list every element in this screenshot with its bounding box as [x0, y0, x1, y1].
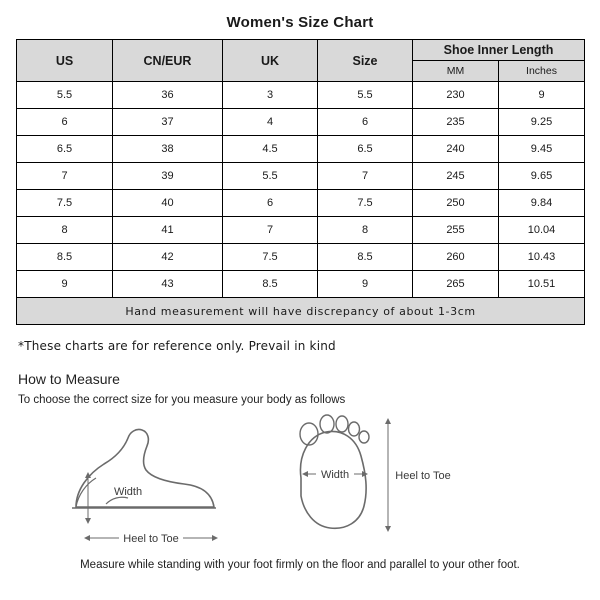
- cell-size: 7.5: [318, 190, 413, 217]
- cell-size: 8: [318, 217, 413, 244]
- cell-uk: 4: [223, 109, 318, 136]
- cell-mm: 265: [413, 271, 499, 298]
- cell-inches: 10.51: [499, 271, 585, 298]
- cell-cn-eur: 38: [113, 136, 223, 163]
- cell-size: 9: [318, 271, 413, 298]
- table-row: [17, 136, 585, 163]
- table-row: [17, 217, 585, 244]
- cell-mm: 235: [413, 109, 499, 136]
- top-length-label: Heel to Toe: [395, 470, 451, 482]
- cell-mm: 255: [413, 217, 499, 244]
- how-to-measure-subtitle: To choose the correct size for you measure your body as follows: [18, 394, 346, 406]
- cell-us: 8.5: [17, 244, 113, 271]
- cell-cn-eur: 40: [113, 190, 223, 217]
- cell-size: 6.5: [318, 136, 413, 163]
- foot-diagram-svg: [16, 412, 584, 557]
- column-header-uk: UK: [223, 40, 318, 82]
- table-header: [17, 40, 585, 82]
- cell-us: 5.5: [17, 82, 113, 109]
- cell-cn-eur: 42: [113, 244, 223, 271]
- table-row: [17, 82, 585, 109]
- page-title: Women's Size Chart: [226, 14, 374, 31]
- column-header-inches: Inches: [499, 61, 585, 82]
- cell-us: 6: [17, 109, 113, 136]
- cell-uk: 8.5: [223, 271, 318, 298]
- cell-us: 7: [17, 163, 113, 190]
- cell-size: 8.5: [318, 244, 413, 271]
- cell-cn-eur: 39: [113, 163, 223, 190]
- column-header-shoe-inner-length: Shoe Inner Length: [413, 40, 585, 61]
- cell-inches: 9.25: [499, 109, 585, 136]
- top-width-measure: [302, 466, 368, 482]
- cell-uk: 7.5: [223, 244, 318, 271]
- cell-mm: 245: [413, 163, 499, 190]
- column-header-mm: MM: [413, 61, 499, 82]
- side-length-measure: [84, 530, 218, 546]
- cell-size: 6: [318, 109, 413, 136]
- cell-uk: 7: [223, 217, 318, 244]
- cell-cn-eur: 36: [113, 82, 223, 109]
- measurement-note: Hand measurement will have discrepancy of about 1-3cm: [17, 298, 585, 325]
- table-row: [17, 271, 585, 298]
- column-header-cn-eur: CN/EUR: [113, 40, 223, 82]
- footer-note: Measure while standing with your foot firmly on the floor and parallel to your other foot.: [80, 559, 520, 571]
- cell-uk: 5.5: [223, 163, 318, 190]
- table-row: [17, 190, 585, 217]
- cell-mm: 240: [413, 136, 499, 163]
- table-row: [17, 163, 585, 190]
- cell-uk: 4.5: [223, 136, 318, 163]
- table-body: [17, 82, 585, 325]
- cell-us: 6.5: [17, 136, 113, 163]
- cell-inches: 9.65: [499, 163, 585, 190]
- cell-cn-eur: 43: [113, 271, 223, 298]
- measurement-diagrams: [16, 412, 584, 557]
- cell-cn-eur: 37: [113, 109, 223, 136]
- cell-inches: 9.84: [499, 190, 585, 217]
- how-to-measure-title: How to Measure: [18, 371, 120, 387]
- cell-mm: 230: [413, 82, 499, 109]
- side-length-label: Heel to Toe: [123, 533, 179, 545]
- cell-mm: 250: [413, 190, 499, 217]
- cell-uk: 6: [223, 190, 318, 217]
- column-header-size: Size: [318, 40, 413, 82]
- table-header-row-1: [17, 40, 585, 61]
- cell-inches: 10.04: [499, 217, 585, 244]
- cell-us: 9: [17, 271, 113, 298]
- cell-inches: 9.45: [499, 136, 585, 163]
- disclaimer-text: *These charts are for reference only. Prevail in kind: [18, 339, 336, 353]
- top-length-measure: [385, 418, 451, 532]
- table-row: [17, 109, 585, 136]
- cell-size: 7: [318, 163, 413, 190]
- table-row: [17, 244, 585, 271]
- cell-inches: 10.43: [499, 244, 585, 271]
- side-width-label: Width: [113, 486, 143, 498]
- cell-us: 7.5: [17, 190, 113, 217]
- cell-us: 8: [17, 217, 113, 244]
- top-width-label: Width: [320, 469, 350, 481]
- cell-mm: 260: [413, 244, 499, 271]
- cell-inches: 9: [499, 82, 585, 109]
- table-note-row: [17, 298, 585, 325]
- foot-side-view-icon: [72, 429, 216, 508]
- cell-cn-eur: 41: [113, 217, 223, 244]
- column-header-us: US: [17, 40, 113, 82]
- cell-size: 5.5: [318, 82, 413, 109]
- size-chart-table: [16, 39, 585, 325]
- cell-uk: 3: [223, 82, 318, 109]
